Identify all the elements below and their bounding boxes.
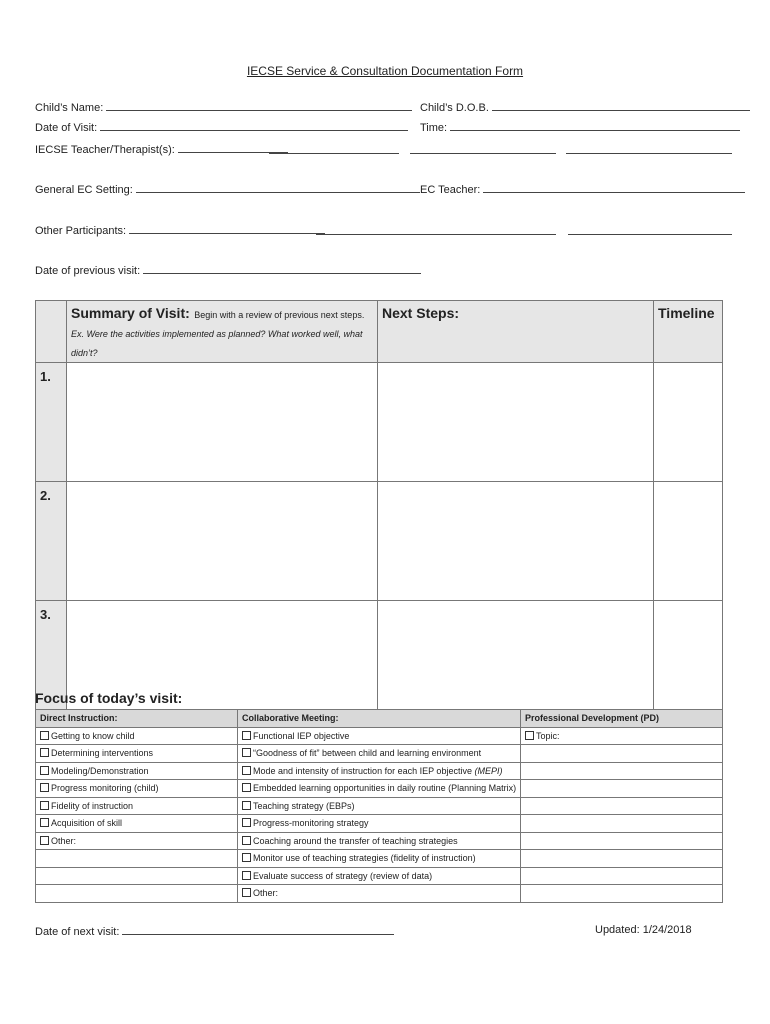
date-previous-visit-field[interactable]	[35, 263, 421, 278]
checkbox[interactable]	[242, 888, 251, 897]
checkbox[interactable]	[40, 801, 49, 810]
other-participants-label: Other Participants:	[35, 225, 127, 237]
ec-teacher-field[interactable]	[420, 182, 745, 197]
other-participants-line-2[interactable]	[316, 224, 556, 235]
childs-dob-line[interactable]	[492, 100, 750, 111]
summary-cell[interactable]	[67, 482, 378, 601]
pd-item-label: Topic:	[536, 730, 560, 741]
collab-item-label: Mode and intensity of instruction for each IEP objective	[253, 765, 472, 776]
direct-item-label: Fidelity of instruction	[51, 800, 134, 811]
other-participants-field[interactable]	[35, 223, 325, 238]
direct-item-label: Acquisition of skill	[51, 818, 123, 829]
direct-item-label: Determining interventions	[51, 748, 154, 759]
direct-empty-cell	[36, 885, 238, 903]
other-participants-line-1[interactable]	[129, 223, 325, 234]
time-label: Time:	[420, 122, 448, 134]
date-of-visit-label: Date of Visit:	[35, 122, 98, 134]
ec-teacher-label: EC Teacher:	[420, 184, 481, 196]
collab-item-label: Coaching around the transfer of teaching strategies	[253, 835, 458, 846]
general-ec-setting-line[interactable]	[136, 182, 420, 193]
direct-item[interactable]	[36, 745, 238, 763]
pd-empty-cell	[521, 815, 723, 833]
checkbox[interactable]	[40, 748, 49, 757]
focus-row	[36, 815, 723, 833]
summary-heading: Summary of Visit:	[71, 305, 190, 321]
childs-dob-label: Child’s D.O.B.	[420, 102, 489, 114]
collab-item-label: Embedded learning opportunities in daily routine (Planning Matrix)	[253, 783, 517, 794]
direct-empty-cell	[36, 850, 238, 868]
form-title: IECSE Service & Consultation Documentation Form	[246, 64, 524, 78]
mepi-label: (MEPI)	[474, 765, 503, 776]
focus-row	[36, 832, 723, 850]
collab-item-label: “Goodness of fit” between child and learning environment	[253, 748, 482, 759]
summary-table	[35, 300, 723, 720]
ec-teacher-line[interactable]	[483, 182, 745, 193]
focus-row	[36, 867, 723, 885]
summary-of-visit-header	[67, 301, 378, 363]
checkbox[interactable]	[40, 731, 49, 740]
pd-item[interactable]	[521, 727, 723, 745]
date-previous-visit-line[interactable]	[143, 263, 421, 274]
focus-title: Focus of today’s visit:	[35, 690, 183, 706]
professional-development-header: Professional Development (PD)	[521, 710, 723, 728]
direct-item-label: Getting to know child	[51, 730, 135, 741]
row-number: 1.	[36, 363, 67, 482]
checkbox[interactable]	[242, 871, 251, 880]
pd-empty-cell	[521, 832, 723, 850]
checkbox[interactable]	[242, 853, 251, 862]
direct-item[interactable]	[36, 832, 238, 850]
direct-item[interactable]	[36, 780, 238, 798]
checkbox[interactable]	[40, 818, 49, 827]
childs-name-line[interactable]	[106, 100, 412, 111]
focus-row	[36, 885, 723, 903]
pd-empty-cell	[521, 850, 723, 868]
date-of-visit-line[interactable]	[100, 120, 408, 131]
summary-example: Ex. Were the activities implemented as planned? What worked well, what didn’t?	[71, 329, 363, 358]
direct-item[interactable]	[36, 815, 238, 833]
date-next-visit-line[interactable]	[122, 924, 394, 935]
summary-row	[36, 482, 723, 601]
timeline-header	[654, 301, 723, 363]
time-line[interactable]	[450, 120, 740, 131]
focus-row	[36, 745, 723, 763]
summary-instruction: Begin with a review of previous next steps.	[194, 310, 365, 320]
focus-row	[36, 762, 723, 780]
checkbox[interactable]	[242, 836, 251, 845]
timeline-cell[interactable]	[654, 363, 723, 482]
next-steps-header	[378, 301, 654, 363]
time-field[interactable]	[420, 120, 740, 135]
collab-item[interactable]	[238, 727, 521, 745]
collab-item-label: Progress-monitoring strategy	[253, 818, 369, 829]
pd-empty-cell	[521, 745, 723, 763]
focus-row	[36, 850, 723, 868]
other-participants-line-3[interactable]	[568, 224, 732, 235]
direct-item[interactable]	[36, 727, 238, 745]
next-steps-cell[interactable]	[378, 363, 654, 482]
childs-dob-field[interactable]	[420, 100, 750, 115]
summary-row	[36, 363, 723, 482]
collab-item[interactable]	[238, 745, 521, 763]
collab-item-label: Teaching strategy (EBPs)	[253, 800, 355, 811]
updated-date: Updated: 1/24/2018	[595, 924, 692, 936]
collab-item-label: Monitor use of teaching strategies (fidelity of instruction)	[253, 853, 476, 864]
checkbox[interactable]	[242, 818, 251, 827]
next-steps-cell[interactable]	[378, 601, 654, 720]
childs-name-label: Child’s Name:	[35, 102, 104, 114]
pd-empty-cell	[521, 762, 723, 780]
pd-empty-cell	[521, 797, 723, 815]
checkbox[interactable]	[242, 783, 251, 792]
date-of-visit-field[interactable]	[35, 120, 408, 135]
direct-item[interactable]	[36, 797, 238, 815]
pd-empty-cell	[521, 885, 723, 903]
teacher-therapist-label: IECSE Teacher/Therapist(s):	[35, 144, 175, 156]
collab-item[interactable]	[238, 797, 521, 815]
collab-item[interactable]	[238, 885, 521, 903]
general-ec-setting-field[interactable]	[35, 182, 420, 197]
checkbox[interactable]	[242, 748, 251, 757]
focus-row	[36, 797, 723, 815]
collab-item[interactable]	[238, 815, 521, 833]
collab-item-label: Evaluate success of strategy (review of data)	[253, 870, 433, 881]
teacher-therapist-line-3[interactable]	[410, 143, 556, 154]
direct-item-label: Progress monitoring (child)	[51, 783, 159, 794]
timeline-heading: Timeline	[658, 305, 715, 321]
row-number: 3.	[36, 601, 67, 720]
next-steps-heading: Next Steps:	[382, 305, 460, 321]
next-steps-cell[interactable]	[378, 482, 654, 601]
checkbox[interactable]	[525, 731, 534, 740]
collab-item[interactable]	[238, 850, 521, 868]
checkbox[interactable]	[242, 731, 251, 740]
collab-item-label: Other:	[253, 888, 279, 899]
general-ec-setting-label: General EC Setting:	[35, 184, 133, 196]
focus-row	[36, 727, 723, 745]
collab-item[interactable]	[238, 780, 521, 798]
checkbox[interactable]	[40, 783, 49, 792]
pd-empty-cell	[521, 780, 723, 798]
teacher-therapist-line-4[interactable]	[566, 143, 732, 154]
direct-empty-cell	[36, 867, 238, 885]
direct-instruction-header: Direct Instruction:	[36, 710, 238, 728]
collaborative-meeting-header: Collaborative Meeting:	[238, 710, 521, 728]
collab-item[interactable]	[238, 867, 521, 885]
date-previous-visit-label: Date of previous visit:	[35, 265, 141, 277]
row-number: 2.	[36, 482, 67, 601]
checkbox[interactable]	[242, 801, 251, 810]
timeline-cell[interactable]	[654, 601, 723, 720]
teacher-therapist-field[interactable]	[35, 142, 288, 157]
direct-item-label: Modeling/Demonstration	[51, 765, 149, 776]
date-next-visit-label: Date of next visit:	[35, 926, 120, 938]
checkbox[interactable]	[242, 766, 251, 775]
teacher-therapist-line-2[interactable]	[269, 143, 399, 154]
collab-item[interactable]	[238, 762, 521, 780]
date-next-visit-field[interactable]	[35, 924, 394, 938]
collab-item[interactable]	[238, 832, 521, 850]
timeline-cell[interactable]	[654, 482, 723, 601]
direct-item[interactable]	[36, 762, 238, 780]
childs-name-field[interactable]	[35, 100, 412, 115]
pd-empty-cell	[521, 867, 723, 885]
direct-item-label: Other:	[51, 835, 77, 846]
focus-table	[35, 709, 723, 903]
summary-cell[interactable]	[67, 363, 378, 482]
collab-item-label: Functional IEP objective	[253, 730, 350, 741]
checkbox[interactable]	[40, 836, 49, 845]
checkbox[interactable]	[40, 766, 49, 775]
focus-row	[36, 780, 723, 798]
row-number-header	[36, 301, 67, 363]
